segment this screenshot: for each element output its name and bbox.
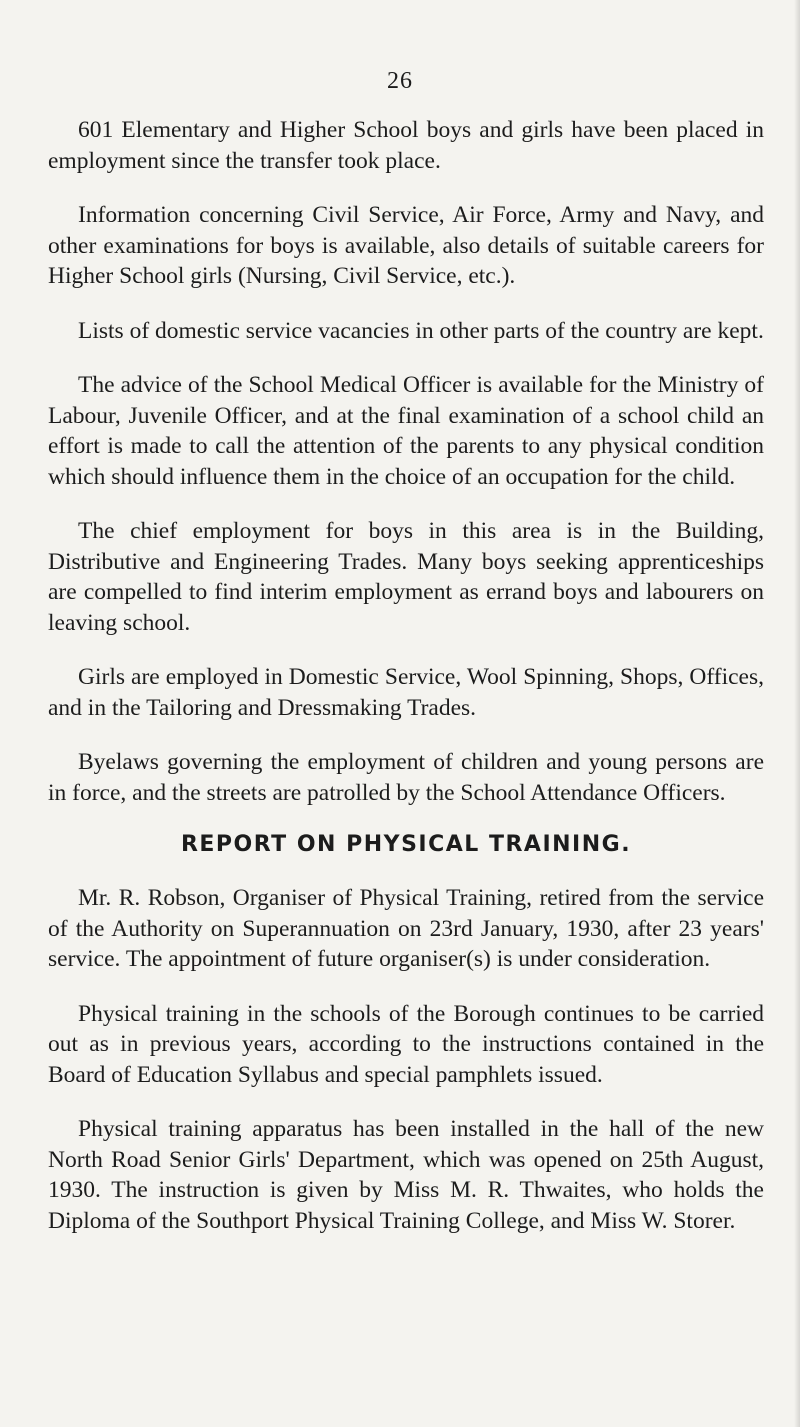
paragraph-domestic-vacancies: Lists of domestic service vacancies in other parts of the country are kept. <box>78 317 764 344</box>
paragraph-byelaws: Byelaws governing the employment of children and young persons are in force, and the streets are patrolled by the School Attendance Officers. <box>48 749 764 806</box>
paragraph-apparatus-installed: Physical training apparatus has been installed in the hall of the new North Road Senior Girls' Department, which was opened on 25th August, 1930. The instruction is given by Miss M. R. Thwaites, who holds the Diploma of the Southport Physical Training College, and Miss W. Storer. <box>48 1116 764 1234</box>
paragraph-girls-employment: Girls are employed in Domestic Service, Wool Spinning, Shops, Offices, and in the Tailoring and Dressmaking Trades. <box>48 664 764 721</box>
paragraph-medical-officer: The advice of the School Medical Officer is available for the Ministry of Labour, Juvenile Officer, and at the final examination of a school child an effort is made to call the attention of the parents to any physical condition which should influence them in the choice of an occupation for the child. <box>48 372 764 490</box>
paragraph-physical-training-schools: Physical training in the schools of the Borough continues to be carried out as in previous years, according to the instructions contained in the Board of Education Syllabus and special pamphlets issued. <box>48 1000 764 1088</box>
paragraph-examinations-info: Information concerning Civil Service, Air Force, Army and Navy, and other examinations for boys is available, also details of suitable careers for Higher School girls (Nursing, Civil Service, etc.). <box>48 202 764 289</box>
paragraph-placements: 601 Elementary and Higher School boys and girls have been placed in employment since the transfer took place. <box>48 117 764 174</box>
page-content <box>48 115 764 1260</box>
paragraph-organiser-retired: Mr. R. Robson, Organiser of Physical Training, retired from the service of the Authority on Superannuation on 23rd January, 1930, after 23 years' service. The appointment of future organiser(s) is under consideration. <box>48 885 764 972</box>
paragraph-boys-employment: The chief employment for boys in this area is in the Building, Distributive and Engineering Trades. Many boys seeking apprenticeships are compelled to find interim employment as errand boys and labourers on leaving school. <box>48 518 764 636</box>
page-number: 26 <box>387 68 413 94</box>
page-edge-shadow <box>794 0 800 1427</box>
section-heading-physical-training: REPORT ON PHYSICAL TRAINING. <box>180 832 632 857</box>
